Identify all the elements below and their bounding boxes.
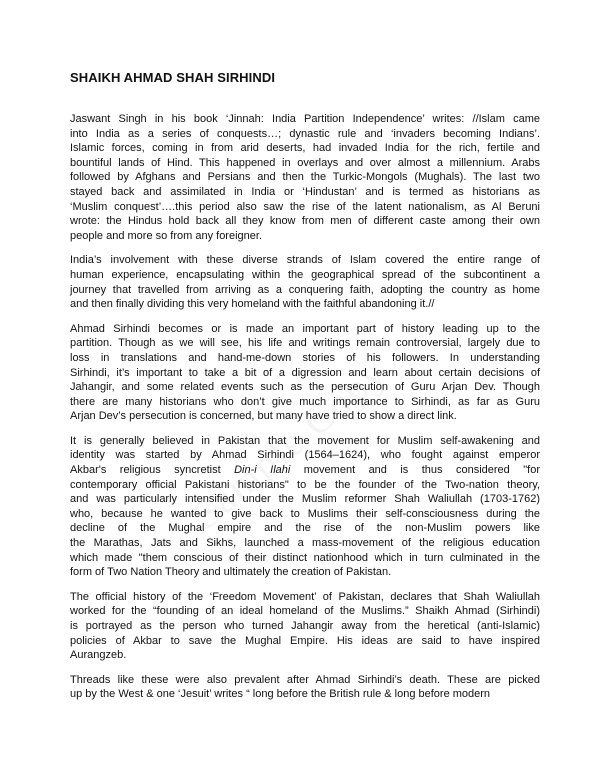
- text-line: journey that travelled from arriving as a conquering faith, adopting the country as home: [70, 283, 540, 296]
- text-line: Akbar's religious syncretist Din-i Ilahi movement and is thus considered "for: [70, 464, 540, 477]
- text-line: policies of Akbar to save the Mughal Empire. His ideas are said to have inspired: [70, 634, 540, 647]
- text-line: ‘Muslim conquest’….this period also saw the rise of the latent nationalism, as Al Beruni: [70, 200, 540, 213]
- text-line: there are many historians who don’t give much importance to Sirhindi, as far as Guru: [70, 395, 540, 408]
- text-line: identity was started by Ahmad Sirhindi (1564–1624), who fought against emperor: [70, 449, 540, 462]
- text-line: Sirhindi, it’s important to take a bit of a digression and learn about certain decisions of: [70, 366, 540, 379]
- text-line: form of Two Nation Theory and ultimately the creation of Pakistan.: [70, 566, 392, 579]
- text-line: It is generally believed in Pakistan that the movement for Muslim self-awakening and: [70, 434, 540, 447]
- text-line: contemporary official Pakistani historians" to be the founder of the Two-nation theory,: [70, 478, 540, 491]
- text-line: stayed back and assimilated in India or ‘Hindustan’ and is termed as historians as: [70, 185, 540, 198]
- paragraph: [70, 590, 540, 663]
- text-line: and then finally dividing this very homeland with the faithful abandoning it.//: [70, 298, 435, 311]
- document-body: [70, 112, 540, 712]
- text-line: Threads like these were also prevalent after Ahmad Sirhindi’s death. These are picked: [70, 673, 540, 686]
- text-line: worked for the “founding of an ideal homeland of the Muslims.” Shaikh Ahmad (Sirhindi): [70, 605, 540, 618]
- text-line: and was particularly intensified under the Muslim reformer Shah Waliullah (1703-1762): [70, 493, 540, 506]
- text-line: the Marathas, Jats and Sikhs, launched a mass-movement of the religious education: [70, 537, 540, 550]
- text-line: loss in translations and hand-me-down stories of his followers. In understanding: [70, 351, 540, 364]
- text-line: followed by Afghans and Persians and then the Turkic-Mongols (Mughals). The last two: [70, 171, 540, 184]
- text-line: into India as a series of conquests…; dynastic rule and ‘invaders becoming Indians’.: [70, 127, 540, 140]
- text-line: Arjan Dev’s persecution is concerned, but many have tried to show a direct link.: [70, 410, 457, 423]
- text-line: who, because he wanted to give back to Muslims their self-consciousness during the: [70, 507, 540, 520]
- paragraph: [70, 673, 540, 702]
- page-title: SHAIKH AHMAD SHAH SIRHINDI: [70, 70, 276, 85]
- text-line: is portrayed as the person who turned Jahangir away from the heretical (anti-Islamic): [70, 620, 540, 632]
- text-line: bountiful lands of Hind. This happened in overlays and over almost a millennium. Arabs: [70, 156, 540, 169]
- text-line: India’s involvement with these diverse strands of Islam covered the entire range of: [70, 254, 540, 267]
- paragraph: [70, 253, 540, 311]
- paragraph: [70, 112, 540, 243]
- text-line: Islamic forces, coming in from arid deserts, had invaded India for the rich, fertile and: [70, 142, 540, 155]
- text-line: people and more so from any foreigner.: [70, 229, 263, 242]
- text-line: Jahangir, and some related events such as the persecution of Guru Arjan Dev. Though: [70, 381, 540, 394]
- text-line: decline of the Mughal empire and the rise of the non-Muslim powers like: [70, 522, 540, 535]
- text-line: Ahmad Sirhindi becomes or is made an important part of history leading up to the: [70, 322, 540, 335]
- text-line: wrote: the Hindus hold back all they know from men of different caste among their own: [70, 215, 540, 228]
- text-line: Jaswant Singh in his book ‘Jinnah: India Partition Independence’ writes: //Islam came: [70, 113, 540, 125]
- paragraph: [70, 434, 540, 580]
- text-line: The official history of the ‘Freedom Movement’ of Pakistan, declares that Shah Waliullah: [70, 590, 540, 603]
- text-line: partition. Though as we will see, his life and writings remain controversial, largely due to: [70, 337, 540, 350]
- text-line: human experience, encapsulating within the geographical spread of the subcontinent a: [70, 268, 540, 281]
- text-line: which made "them conscious of their distinct nationhood which in turn culminated in the: [70, 551, 540, 564]
- text-line: Aurangzeb.: [70, 649, 127, 662]
- text-line: up by the West & one ‘Jesuit’ writes “ long before the British rule & long before modern: [70, 688, 491, 701]
- paragraph: [70, 322, 540, 424]
